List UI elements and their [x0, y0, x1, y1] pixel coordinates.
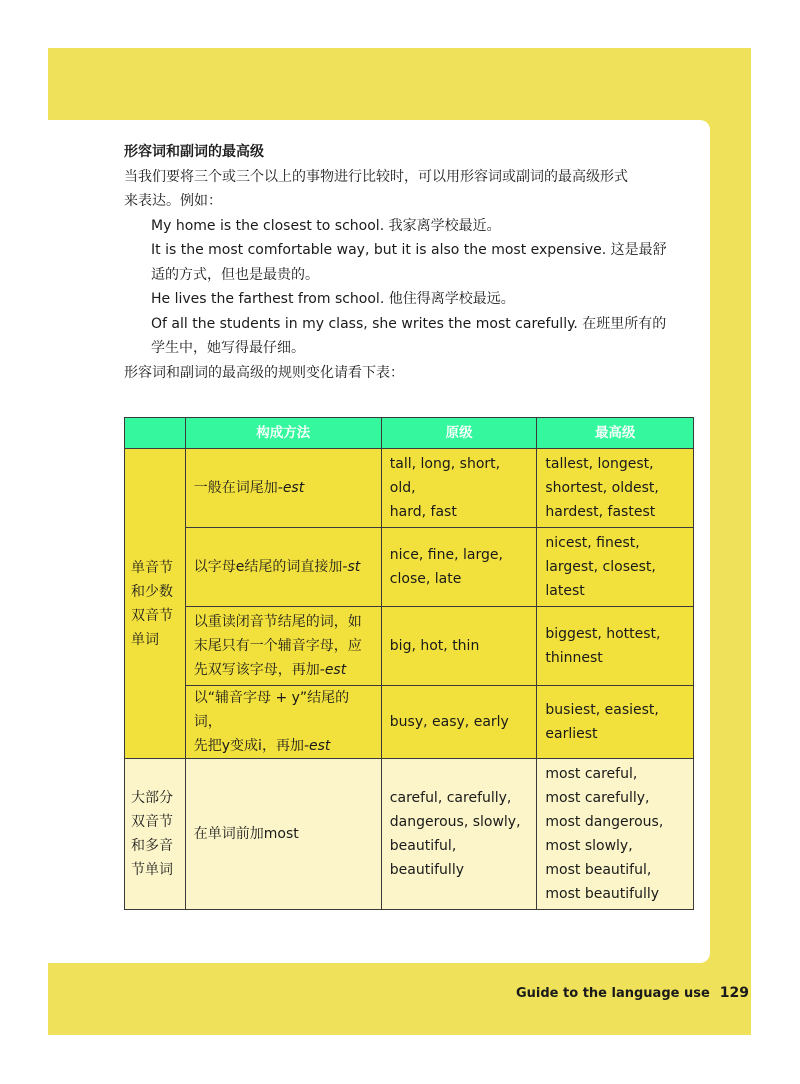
header-superlative: 最高级	[537, 418, 694, 449]
base-cell	[381, 759, 537, 910]
category-line: 和多音	[131, 838, 173, 854]
superlative-rules-table	[124, 417, 694, 910]
header-blank-cell	[125, 418, 186, 449]
base-line: busy, easy, early	[389, 714, 509, 730]
category-cell	[125, 759, 186, 910]
suffix-text: -est	[277, 480, 305, 496]
base-line: tall, long, short, old,	[389, 456, 501, 496]
superlative-cell	[537, 686, 694, 759]
base-line: careful, carefully,	[389, 790, 512, 806]
method-cell	[185, 607, 381, 686]
method-text: 一般在词尾加	[193, 480, 278, 496]
page-footer	[516, 985, 749, 1001]
superlative-line: nicest, finest,	[545, 535, 640, 551]
header-method: 构成方法	[185, 418, 381, 449]
method-cell: 在单词前加most	[185, 759, 381, 910]
example-sentence: Of all the students in my class, she writes the most carefully. 在班里所有的	[151, 315, 667, 332]
category-line: 和少数	[131, 583, 173, 600]
base-cell	[381, 528, 537, 607]
superlative-line: most careful,	[545, 766, 638, 782]
superlative-line: busiest, easiest,	[545, 702, 659, 718]
table-header-row	[125, 418, 694, 449]
superlative-cell	[537, 528, 694, 607]
intro-line: 来表达。例如：	[124, 193, 222, 209]
base-line: dangerous, slowly,	[389, 814, 521, 830]
example-continuation: 学生中，她写得最仔细。	[151, 340, 305, 356]
table-row	[125, 449, 694, 528]
superlative-line: most carefully,	[545, 790, 650, 806]
example-sentence: My home is the closest to school. 我家离学校最近。	[151, 217, 501, 234]
superlative-cell	[537, 759, 694, 910]
superlative-line: shortest, oldest,	[545, 480, 659, 496]
table-row	[125, 759, 694, 910]
category-line: 大部分	[131, 790, 173, 806]
example-sentence: He lives the farthest from school. 他住得离学校最远。	[151, 291, 515, 307]
superlative-line: most beautifully	[545, 886, 660, 902]
base-line: hard, fast	[389, 504, 457, 520]
category-line: 节单词	[131, 862, 173, 878]
table-intro: 形容词和副词的最高级的规则变化请看下表：	[124, 364, 404, 381]
category-line: 单音节	[131, 559, 173, 576]
table-row	[125, 607, 694, 686]
suffix-text: -est	[303, 738, 331, 754]
superlative-line: thinnest	[545, 650, 603, 666]
method-text: 先把y变成i，再加	[193, 738, 304, 754]
superlative-line: latest	[545, 583, 585, 599]
superlative-line: tallest, longest,	[545, 456, 654, 472]
base-line: beautiful, beautifully	[389, 838, 464, 878]
method-text: 以字母e结尾的词直接加	[193, 559, 343, 575]
footer-title: Guide to the language use	[516, 986, 710, 1001]
superlative-line: most dangerous,	[545, 814, 664, 830]
base-cell	[381, 607, 537, 686]
base-line: big, hot, thin	[389, 638, 480, 654]
method-line	[194, 658, 373, 682]
header-base: 原级	[381, 418, 537, 449]
base-line: close, late	[389, 571, 462, 587]
method-cell	[185, 449, 381, 528]
superlative-line: earliest	[545, 726, 598, 742]
base-cell	[381, 449, 537, 528]
category-cell	[125, 449, 186, 759]
category-line: 双音节	[131, 607, 173, 624]
superlative-line: biggest, hottest,	[545, 626, 661, 642]
superlative-cell	[537, 449, 694, 528]
method-line: 以“辅音字母 + y”结尾的词，	[193, 690, 350, 730]
method-cell	[185, 686, 381, 759]
example-sentence: It is the most comfortable way, but it is also the most expensive. 这是最舒	[151, 242, 667, 258]
method-text: 先双写该字母，再加	[193, 662, 320, 678]
method-cell	[185, 528, 381, 607]
method-line: 末尾只有一个辅音字母，应	[193, 638, 362, 654]
intro-line: 当我们要将三个或三个以上的事物进行比较时，可以用形容词或副词的最高级形式	[124, 168, 628, 185]
suffix-text: -st	[342, 559, 361, 575]
method-line	[194, 734, 373, 758]
section-heading: 形容词和副词的最高级	[124, 144, 264, 160]
grammar-section	[124, 140, 684, 385]
base-line: nice, fine, large,	[389, 547, 503, 563]
superlative-line: most beautiful,	[545, 862, 652, 878]
page-number: 129	[719, 985, 750, 1001]
table-row	[125, 686, 694, 759]
category-line: 单词	[131, 631, 159, 648]
suffix-text: -est	[319, 662, 347, 678]
category-line: 双音节	[131, 814, 173, 830]
example-continuation: 适的方式，但也是最贵的。	[151, 266, 319, 283]
table-row	[125, 528, 694, 607]
superlative-cell	[537, 607, 694, 686]
method-line: 以重读闭音节结尾的词，如	[193, 614, 362, 630]
superlative-line: hardest, fastest	[545, 504, 656, 520]
superlative-line: most slowly,	[545, 838, 633, 854]
base-cell	[381, 686, 537, 759]
superlative-line: largest, closest,	[545, 559, 656, 575]
